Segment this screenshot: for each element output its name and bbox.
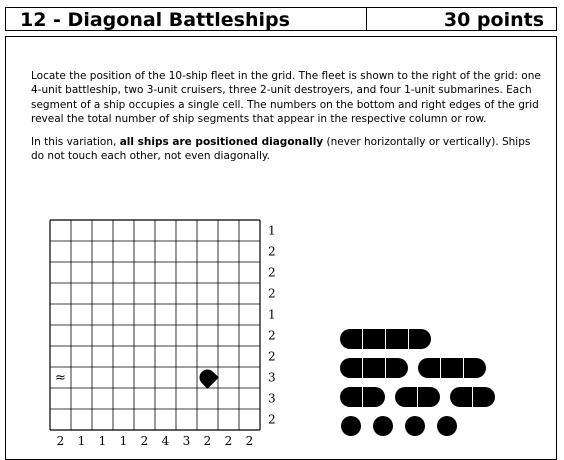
grid-cell[interactable] [92,325,113,346]
grid-cell[interactable] [92,283,113,304]
fleet-ship [340,387,385,407]
grid-cell[interactable] [113,409,134,430]
grid-cell[interactable] [113,220,134,241]
column-clue: 2 [203,434,212,448]
grid-cell[interactable] [197,388,218,409]
row-clue: 2 [268,412,276,427]
grid-cell[interactable] [134,409,155,430]
grid-cell[interactable] [176,388,197,409]
grid-cell[interactable] [218,346,239,367]
grid-cell[interactable] [71,241,92,262]
column-clue: 2 [245,434,254,448]
grid-cell[interactable] [92,262,113,283]
row-clue: 2 [268,265,276,280]
grid-cell[interactable] [50,388,71,409]
grid-cell[interactable] [92,241,113,262]
grid-cell[interactable] [92,220,113,241]
grid-cell[interactable] [155,409,176,430]
grid-cell[interactable] [218,283,239,304]
grid-cell[interactable] [218,262,239,283]
grid-cell[interactable] [239,409,260,430]
fleet-ship [341,416,361,436]
grid-cell[interactable] [50,346,71,367]
row-clue: 3 [268,391,276,406]
grid-cell[interactable] [176,283,197,304]
grid-cell[interactable] [218,304,239,325]
fleet-ship [405,416,425,436]
puzzle-title: 12 - Diagonal Battleships [20,9,290,31]
grid-cell[interactable] [155,325,176,346]
grid-cell[interactable] [71,409,92,430]
fleet-legend [340,329,495,436]
grid-cell[interactable] [50,304,71,325]
instructions-paragraph-1: Locate the position of the 10-ship fleet in the grid. The fleet is shown to the right of the grid: one 4-unit battleship, two 3-unit cruisers, three 2-unit destroyers, and four 1-unit submarines. Each segment of a ship occupies a single cell. The numbers on the bottom and right edges of the grid reveal the total number of ship segments that appear in the respective column or row. [31,70,541,125]
fleet-ship [437,416,457,436]
row-clue: 2 [268,286,276,301]
grid-cell[interactable] [176,241,197,262]
grid-cell[interactable] [92,346,113,367]
grid-cell[interactable] [197,325,218,346]
row-clue: 3 [268,370,276,385]
column-clue: 2 [140,434,149,448]
grid-cell[interactable] [134,283,155,304]
grid-cell[interactable] [197,241,218,262]
grid-cell[interactable] [134,346,155,367]
grid-cell[interactable] [197,220,218,241]
grid-cell[interactable] [239,388,260,409]
fleet-ship [418,358,486,378]
grid-cell[interactable] [71,304,92,325]
grid-cell[interactable] [71,367,92,388]
grid-cell[interactable] [92,304,113,325]
instructions-text-after: (never horizontally or vertically). Ships do not touch each other, not even diagonally. [31,136,531,163]
grid-cell[interactable] [71,325,92,346]
column-clue: 2 [224,434,233,448]
grid-cell[interactable] [197,304,218,325]
grid-cell[interactable] [50,409,71,430]
grid-cell[interactable] [134,367,155,388]
grid-cell[interactable] [218,367,239,388]
grid-cell[interactable] [50,283,71,304]
grid-cell[interactable] [197,409,218,430]
row-clues [268,224,276,427]
grid-cell[interactable] [155,304,176,325]
grid-cell[interactable] [155,262,176,283]
column-clue: 1 [119,434,128,448]
grid-cell[interactable] [71,388,92,409]
grid-cell[interactable] [50,262,71,283]
grid-cell[interactable] [239,241,260,262]
grid-cell[interactable] [134,220,155,241]
fleet-ship [450,387,495,407]
grid-cell[interactable] [218,388,239,409]
grid-cell[interactable] [92,388,113,409]
row-clue: 1 [268,307,276,322]
grid-cell[interactable] [134,262,155,283]
fleet-ship [340,358,408,378]
grid-cell[interactable] [239,325,260,346]
column-clues [57,434,254,448]
grid-cell[interactable] [218,409,239,430]
grid-cell[interactable] [176,325,197,346]
grid-cell[interactable] [113,367,134,388]
column-clue: 4 [161,434,170,448]
grid-cell[interactable] [155,220,176,241]
grid-cell[interactable] [176,304,197,325]
battleship-grid [50,220,260,430]
grid-cell[interactable] [176,346,197,367]
grid-cell[interactable] [71,346,92,367]
grid-cell[interactable] [134,325,155,346]
grid-cell[interactable] [113,346,134,367]
grid-cell[interactable] [71,220,92,241]
grid-cell[interactable] [113,283,134,304]
puzzle-points: 30 points [443,9,544,31]
column-clue: 2 [56,434,65,448]
grid-cell[interactable] [176,220,197,241]
grid-cell[interactable] [155,283,176,304]
fleet-ship [395,387,440,407]
instructions-text-before: In this variation, [31,136,120,148]
grid-cell[interactable] [50,220,71,241]
fleet-ship [340,329,431,349]
row-clue: 2 [268,349,276,364]
grid-cell[interactable] [155,388,176,409]
grid-cell[interactable] [71,262,92,283]
column-clue: 3 [182,434,191,448]
grid-cell[interactable] [218,220,239,241]
grid-cell[interactable] [176,367,197,388]
grid-cell[interactable] [113,262,134,283]
grid-cell[interactable] [155,241,176,262]
grid-cell[interactable] [239,262,260,283]
grid-cell[interactable] [155,346,176,367]
fleet-ship [373,416,393,436]
grid-cell[interactable] [50,325,71,346]
grid-cell[interactable] [155,367,176,388]
grid-cell[interactable] [239,346,260,367]
grid-cell[interactable] [113,241,134,262]
grid-cell[interactable] [113,325,134,346]
grid-cell[interactable] [113,388,134,409]
grid-cell[interactable] [92,367,113,388]
grid-cell[interactable] [50,241,71,262]
column-clue: 1 [98,434,107,448]
grid-cell[interactable] [239,283,260,304]
grid-cell[interactable] [239,304,260,325]
grid-cell[interactable] [134,388,155,409]
water-given-cell: ≈ [55,370,66,386]
grid-cell[interactable] [134,241,155,262]
grid-cell[interactable] [218,325,239,346]
instructions-emphasis: all ships are positioned diagonally [119,136,324,148]
row-clue: 1 [268,223,276,238]
grid-cell[interactable] [218,241,239,262]
grid-cell[interactable] [176,409,197,430]
grid-cell[interactable] [197,346,218,367]
grid-cell[interactable] [113,304,134,325]
grid-cell[interactable] [197,283,218,304]
row-clue: 2 [268,328,276,343]
grid-cell[interactable] [134,304,155,325]
column-clue: 1 [77,434,86,448]
grid-cell[interactable] [239,220,260,241]
grid-cell[interactable] [176,262,197,283]
grid-cell[interactable] [92,409,113,430]
grid-cell[interactable] [197,262,218,283]
grid-cell[interactable] [71,283,92,304]
grid-cell[interactable] [239,367,260,388]
row-clue: 2 [268,244,276,259]
